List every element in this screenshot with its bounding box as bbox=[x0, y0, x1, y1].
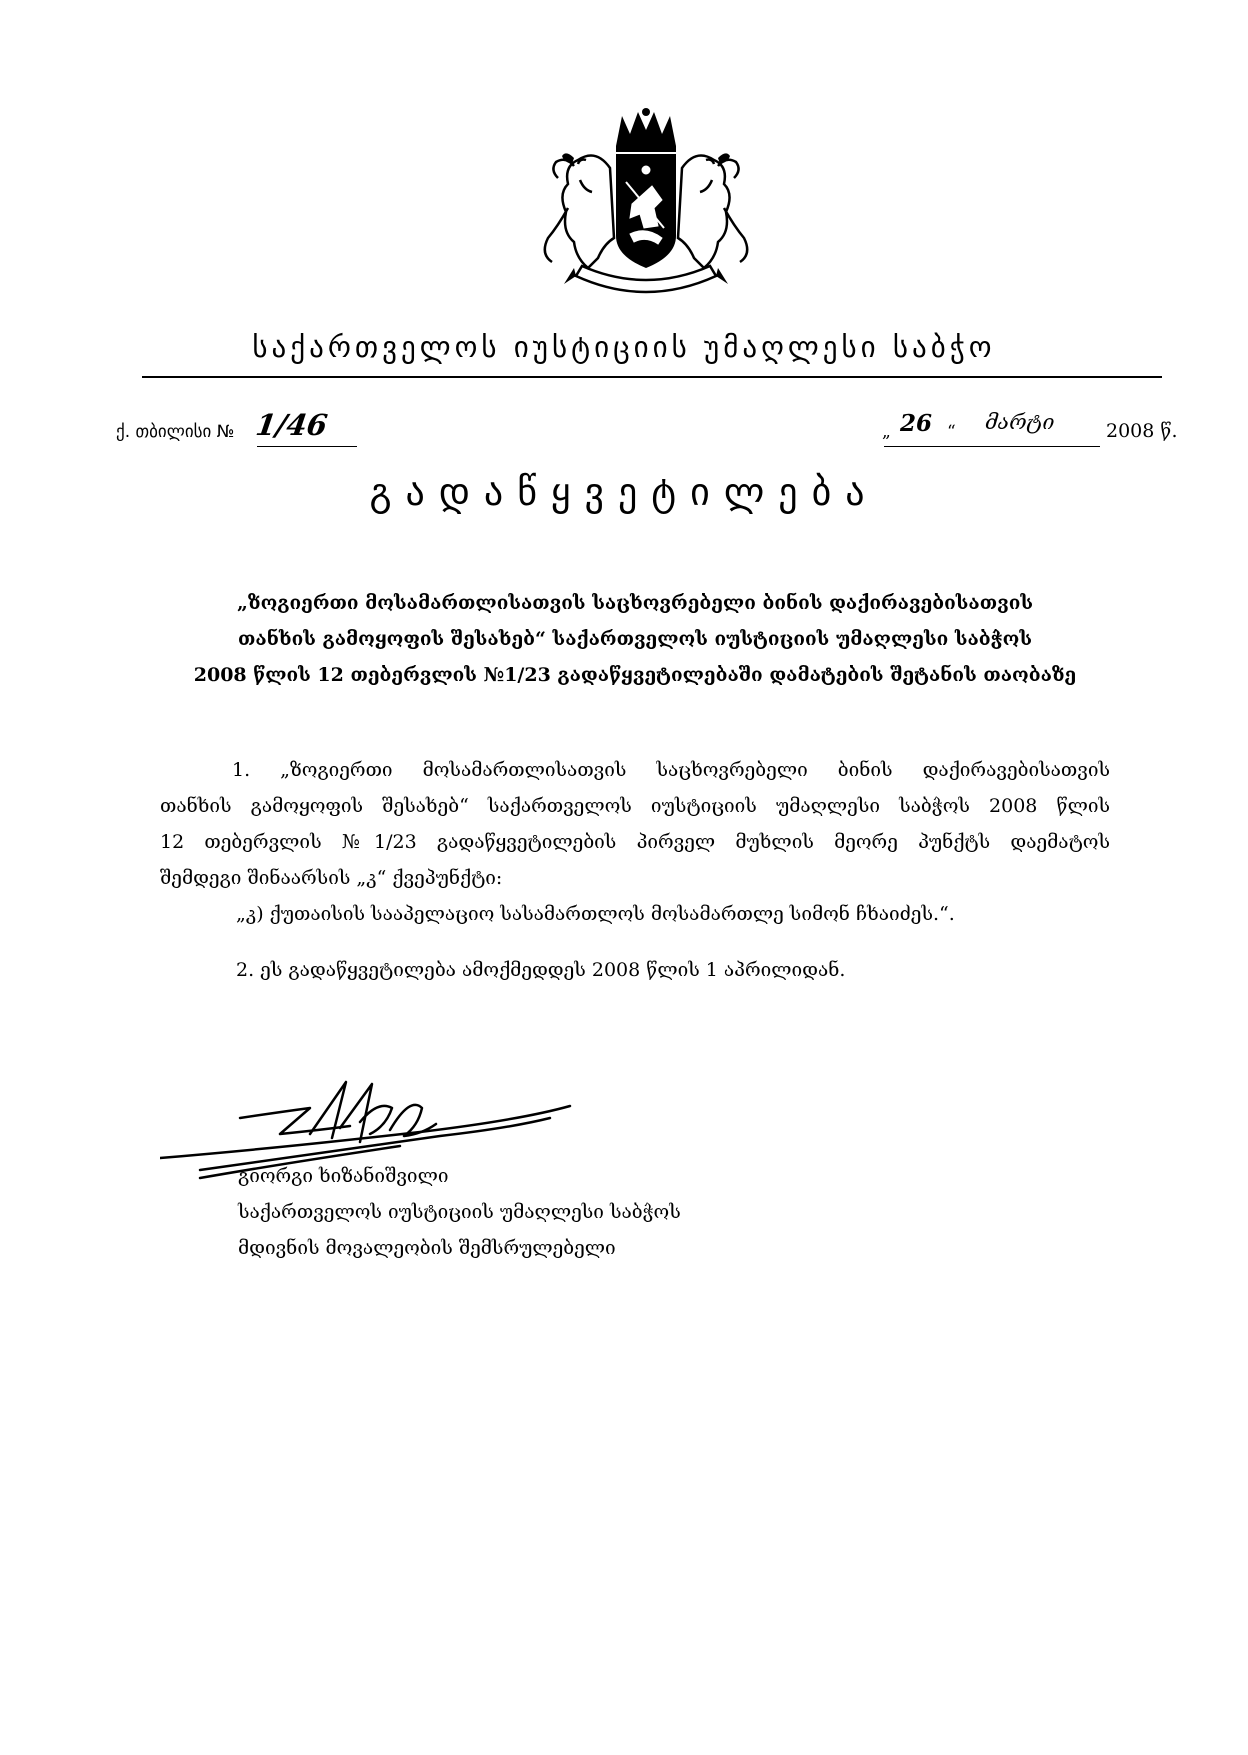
place-label: ქ. თბილისი № bbox=[116, 422, 235, 442]
number-underline bbox=[257, 446, 357, 447]
date-year: 2008 წ. bbox=[1106, 420, 1178, 442]
signatory-name: გიორგი ხიზანიშვილი bbox=[238, 1165, 449, 1187]
date-underline bbox=[884, 446, 1100, 447]
paragraph-2: 2. ეს გადაწყვეტილება ამოქმედდეს 2008 წლის 1 აპრილიდან. bbox=[236, 959, 846, 981]
subject-line: თანხის გამოყოფის შესახებ“ საქართველოს იუსტიციის უმაღლესი საბჭოს bbox=[238, 628, 1032, 650]
subject-line: 2008 წლის 12 თებერვლის №1/23 გადაწყვეტილებაში დამატების შეტანის თაობაზე bbox=[193, 664, 1077, 686]
subject-line: „ზოგიერთი მოსამართლისათვის საცხოვრებელი ბინის დაქირავებისათვის bbox=[236, 592, 1033, 614]
council-name: საქართველოს იუსტიციის უმაღლესი საბჭო bbox=[252, 330, 996, 364]
document-subject bbox=[160, 585, 1110, 693]
header-rule bbox=[142, 376, 1162, 378]
paragraph-line: 1. „ზოგიერთი მოსამართლისათვის საცხოვრებელი ბინის დაქირავებისათვის bbox=[232, 759, 1110, 781]
paragraph-line: „კ) ქუთაისის სააპელაციო სასამართლოს მოსამართლე სიმონ ჩხაიძეს.“. bbox=[236, 903, 955, 925]
signatory-title-line: მდივნის მოვალეობის შემსრულებელი bbox=[238, 1237, 616, 1259]
date-quote-open: „ bbox=[882, 422, 891, 442]
signatory-block bbox=[238, 1158, 681, 1266]
document-number: 1/46 bbox=[253, 408, 330, 442]
signatory-title-line: საქართველოს იუსტიციის უმაღლესი საბჭოს bbox=[238, 1201, 681, 1223]
date-day: 26 bbox=[900, 410, 933, 437]
georgia-coat-of-arms-icon bbox=[518, 108, 774, 304]
date-quote-close: “ bbox=[947, 422, 956, 442]
paragraph-line: შემდეგი შინაარსის „კ“ ქვეპუნქტი: bbox=[160, 867, 503, 889]
paragraph-1 bbox=[160, 752, 1110, 932]
document-type: გადაწყვეტილება bbox=[369, 470, 879, 514]
paragraph-line: 12 თებერვლის №1/23 გადაწყვეტილების პირველ მუხლის მეორე პუნქტს დაემატოს bbox=[160, 831, 1110, 853]
date-month: მარტი bbox=[985, 410, 1055, 434]
paragraph-line: თანხის გამოყოფის შესახებ“ საქართველოს იუსტიციის უმაღლესი საბჭოს 2008 წლის bbox=[160, 795, 1110, 817]
